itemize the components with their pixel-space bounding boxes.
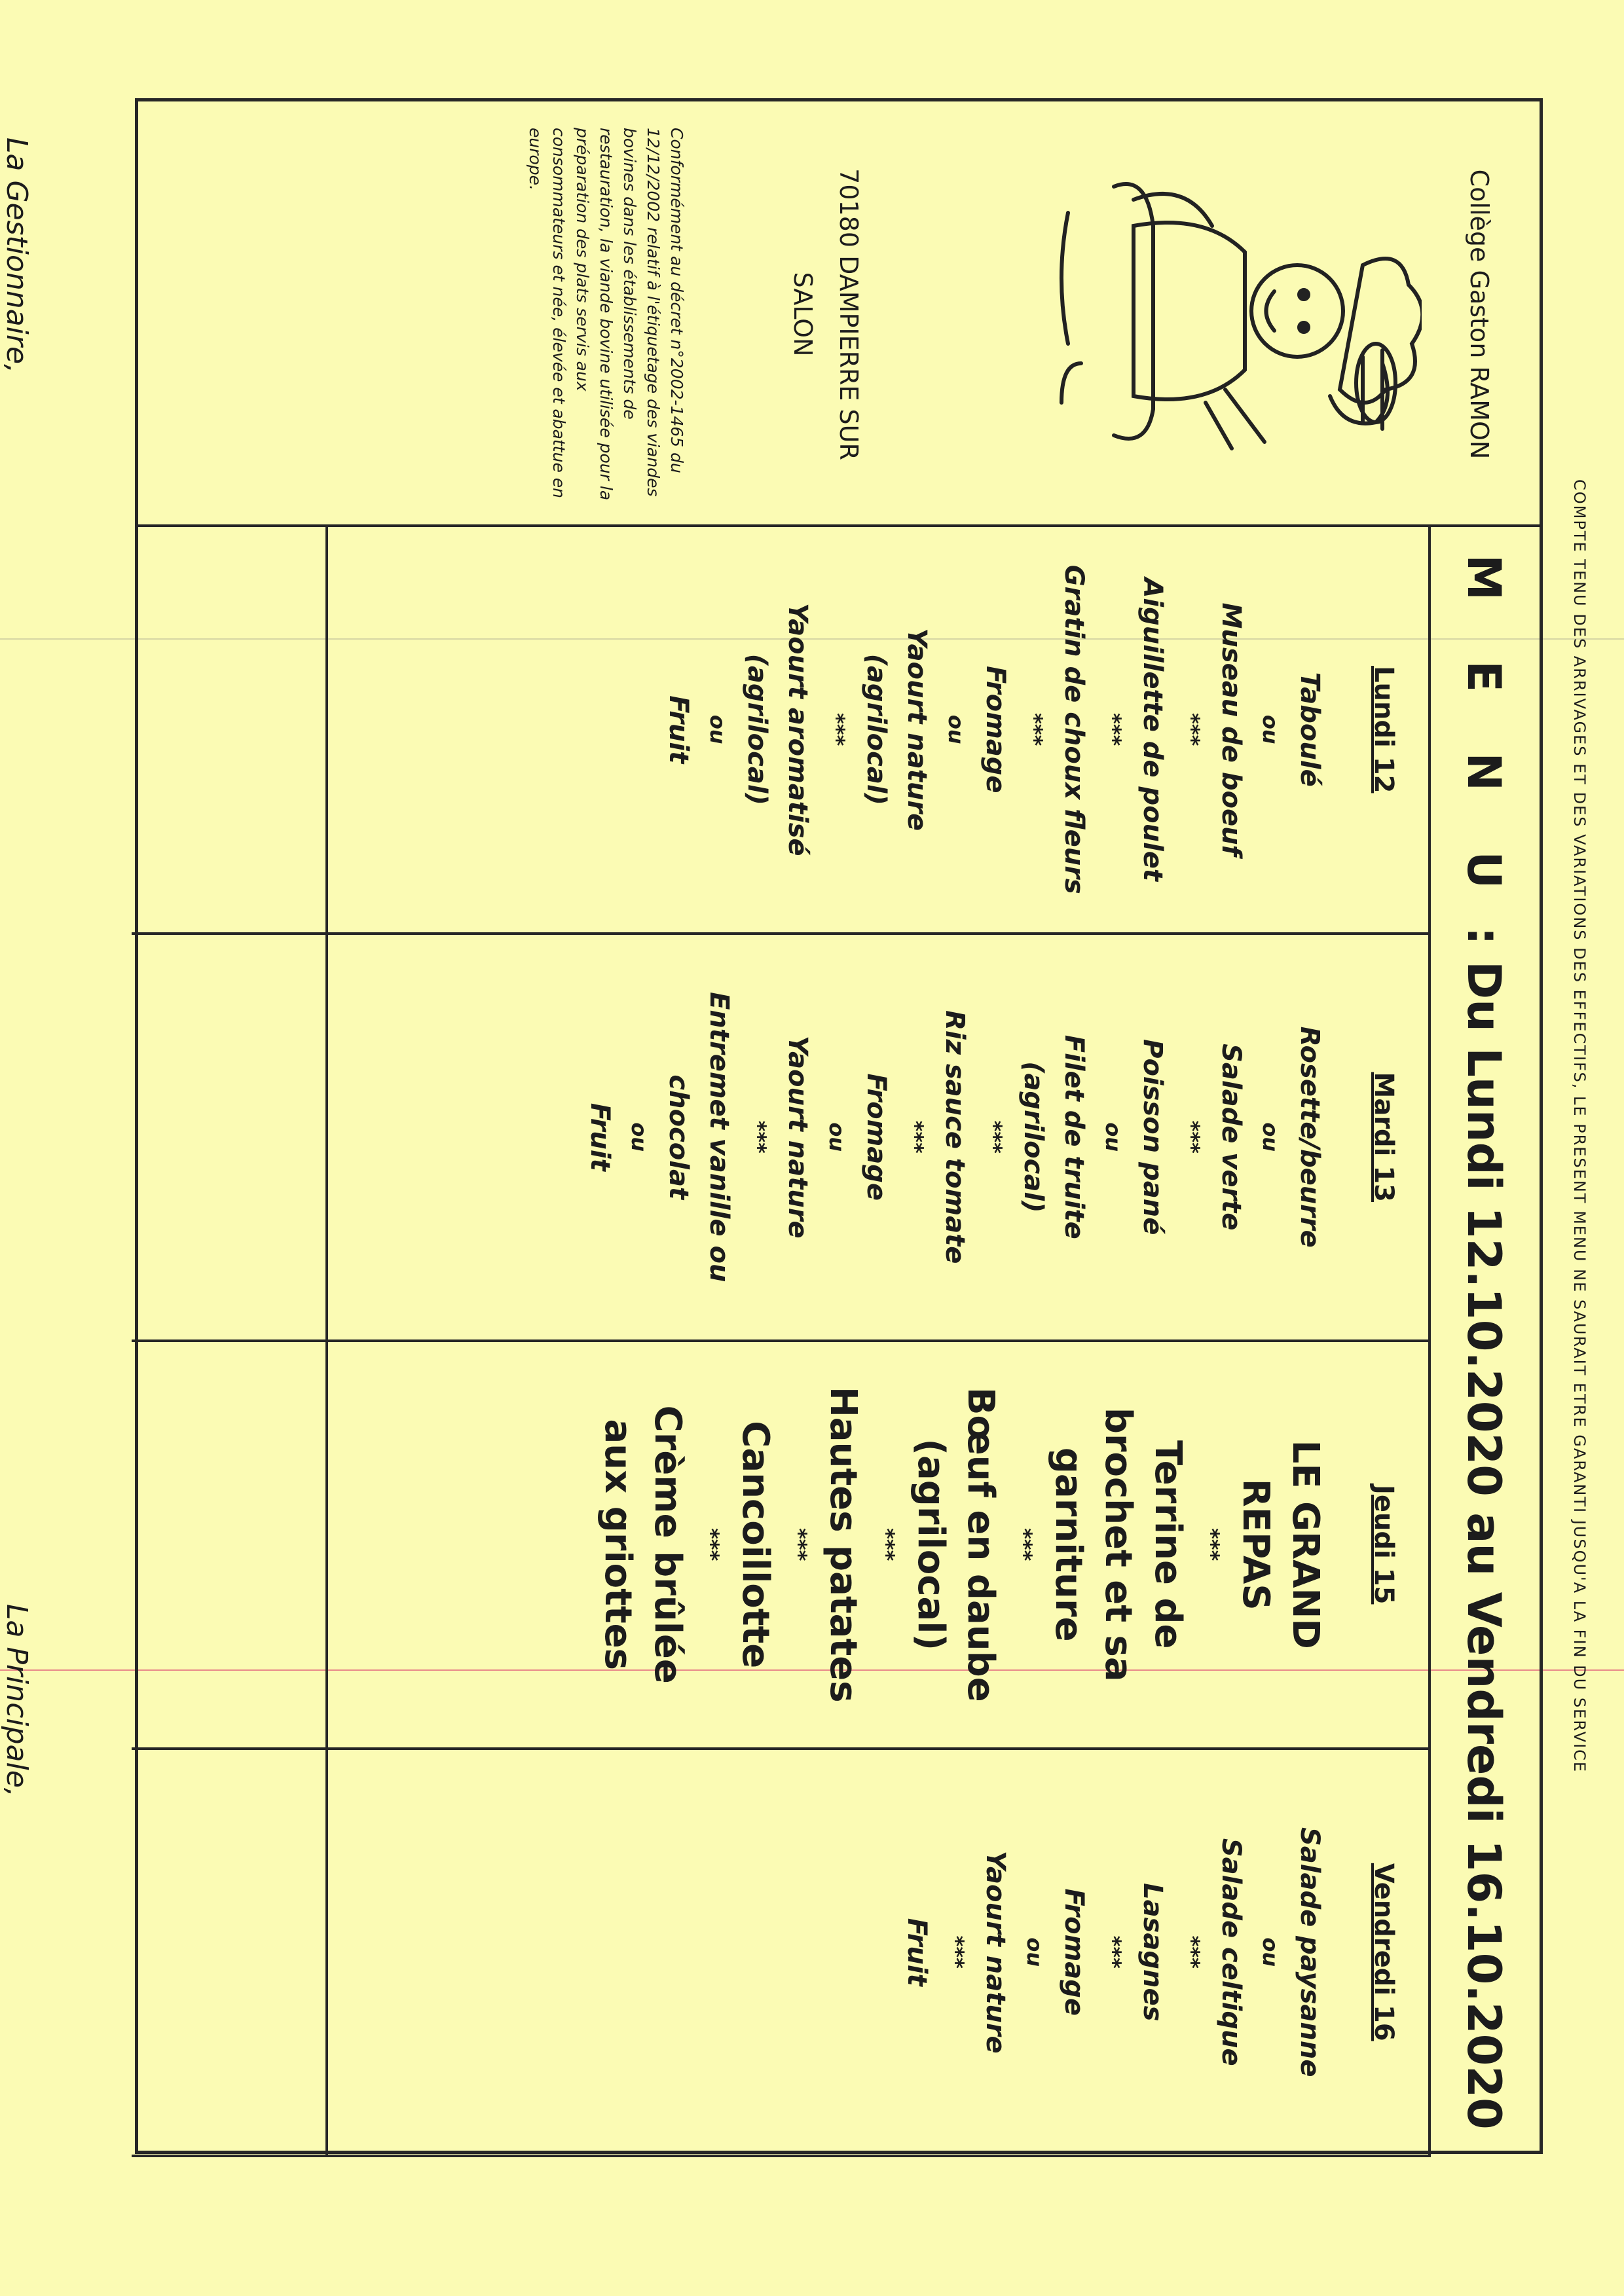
menu-item: garniture — [1047, 1447, 1090, 1642]
menu-item: *** — [1022, 713, 1047, 746]
menu-item: Fromage — [861, 1073, 891, 1201]
menu-item: Filet de truite — [1059, 1034, 1089, 1239]
menu-item: Rosette/beurre — [1295, 1026, 1325, 1248]
menu-item: aux griottes — [597, 1419, 639, 1670]
address-line-2: SALON — [788, 272, 817, 357]
menu-title-dates: : Du Lundi 12.10.2020 au Vendredi 16.10.2020 — [1457, 926, 1511, 2130]
day-items — [896, 1750, 1330, 2155]
menu-item: Entremet vanille ou — [704, 992, 734, 1283]
menu-item: *** — [1179, 1935, 1204, 1969]
day-items — [658, 527, 1330, 932]
menu-item: (agrilocal) — [1018, 1061, 1048, 1213]
menu-item: *** — [786, 1528, 811, 1561]
menu-item: ou — [824, 1122, 849, 1152]
address-line-1: 70180 DAMPIERRE SUR — [834, 168, 863, 460]
menu-item: Museau de boeuf — [1216, 602, 1246, 856]
menu-item: Fruit — [902, 1918, 932, 1986]
menu-item: *** — [1101, 713, 1126, 746]
day-items — [580, 935, 1330, 1340]
menu-item: Lasagnes — [1137, 1883, 1168, 2022]
menu-item: (agrilocal) — [742, 653, 772, 805]
menu-item: ou — [1258, 714, 1283, 744]
menu-item: *** — [1012, 1528, 1037, 1561]
school-info-column — [138, 101, 1540, 527]
menu-frame — [135, 98, 1543, 2154]
menu-item: Yaourt nature — [902, 628, 932, 831]
menu-item: Yaourt nature — [783, 1035, 813, 1239]
menu-item: chocolat — [663, 1074, 693, 1200]
menu-item: Salade paysanne — [1295, 1827, 1325, 2077]
day-heading: Vendredi 16 — [1369, 1863, 1399, 2041]
guarantee-notice: COMPTE TENU DES ARRIVAGES ET DES VARIATIONS DES EFFECTIFS, LE PRESENT MENU NE SAURAIT ETRE GARANTI JUSQU'A LA FIN DU SERVICE — [1570, 479, 1589, 1773]
menu-sheet — [0, 98, 1589, 2154]
menu-item: (agrilocal) — [861, 653, 891, 805]
menu-item: Hautes patates — [822, 1386, 864, 1703]
menu-item: Poisson pané — [1137, 1039, 1168, 1235]
menu-item: Fromage — [980, 665, 1010, 793]
menu-item: Riz sauce tomate — [940, 1010, 970, 1264]
menu-item: Yaourt aromatisé — [783, 602, 813, 856]
menu-item: Cancoillotte — [734, 1421, 777, 1669]
menu-item: *** — [982, 1120, 1006, 1154]
menu-item: *** — [1179, 1120, 1204, 1154]
menu-item: REPAS — [1234, 1478, 1277, 1611]
menu-item: Crème brûlée — [646, 1405, 689, 1684]
menu-item: Fromage — [1059, 1888, 1089, 2016]
menu-item: *** — [699, 1528, 724, 1561]
day-heading: Mardi 13 — [1369, 1072, 1399, 1202]
signature-principale — [0, 1604, 33, 2062]
signature-gestionnaire — [0, 137, 33, 1054]
menu-item: Aiguillette de poulet — [1137, 577, 1168, 882]
menu-item: Fruit — [585, 1102, 615, 1171]
menu-item: ou — [627, 1122, 652, 1152]
menu-item: LE GRAND — [1284, 1440, 1327, 1649]
menu-title-word: M E N U — [1457, 555, 1511, 911]
menu-item: ou — [1258, 1937, 1283, 1967]
menu-item: Fruit — [663, 695, 693, 764]
day-heading: Lundi 12 — [1369, 666, 1399, 793]
school-address — [780, 101, 872, 527]
day-items — [593, 1342, 1330, 1747]
day-heading: Jeudi 15 — [1369, 1485, 1399, 1605]
chef-mascot-icon — [1055, 167, 1422, 455]
menu-item: Salade verte — [1216, 1044, 1246, 1231]
menu-item: Taboulé — [1295, 672, 1325, 787]
menu-item: ou — [1101, 1122, 1126, 1152]
school-name: Collège Gaston RAMON — [1465, 169, 1494, 460]
menu-item: *** — [1179, 713, 1204, 746]
menu-item: *** — [1199, 1528, 1224, 1561]
menu-title — [1428, 527, 1540, 2157]
menu-item: Bœuf en daube — [959, 1387, 1002, 1702]
menu-item: Yaourt nature — [980, 1850, 1010, 2054]
menu-item: *** — [944, 1935, 969, 1969]
menu-item: *** — [874, 1528, 899, 1561]
menu-item: ou — [705, 714, 730, 744]
menu-item: *** — [1101, 1935, 1126, 1969]
menu-item: brochet et sa — [1097, 1407, 1139, 1682]
signature-role: La Gestionnaire, — [0, 137, 33, 374]
menu-item: ou — [1258, 1122, 1283, 1152]
menu-item: ou — [1022, 1937, 1047, 1967]
days-grid — [132, 527, 1428, 2157]
menu-item: ou — [944, 714, 969, 744]
menu-item: (agrilocal) — [910, 1438, 952, 1651]
menu-item: Terrine de — [1147, 1440, 1189, 1649]
beef-origin-decree: Conformément au décret n°2002-1465 du 12/12/2002 relatif à l'étiquetage des viandes bovines dans les établissements de restauration, la viande bovine utilisée pour la préparation des plats servis aux consommateurs et née, élevée et abattue en europe. — [526, 128, 686, 501]
signature-role: La Principale, — [0, 1604, 33, 1797]
menu-item: *** — [824, 713, 849, 746]
menu-item: Gratin de choux fleurs — [1059, 564, 1089, 894]
menu-item: *** — [903, 1120, 928, 1154]
menu-item: *** — [746, 1120, 771, 1154]
dessert-row-divider — [325, 527, 328, 2157]
menu-item: Salade celtique — [1216, 1838, 1246, 2066]
